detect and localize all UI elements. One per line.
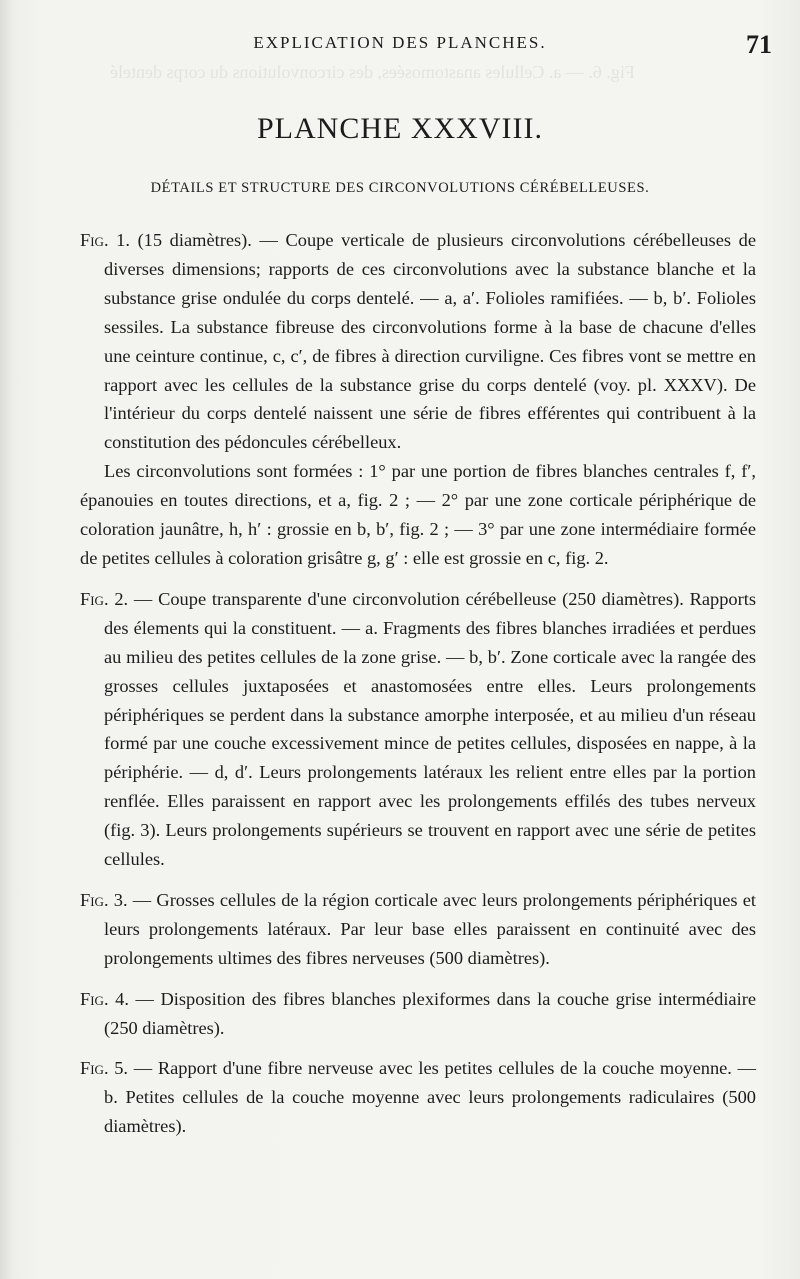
figure-1-entry bbox=[80, 226, 756, 457]
figure-label: Fig. 3. bbox=[80, 889, 128, 910]
figure-2-entry bbox=[80, 585, 756, 874]
figure-label: Fig. 5. bbox=[80, 1058, 129, 1079]
plate-subtitle: DÉTAILS ET STRUCTURE DES CIRCONVOLUTIONS CÉRÉBELLEUSES. bbox=[150, 180, 650, 196]
figure-3-entry bbox=[80, 886, 756, 973]
page-number: 71 bbox=[746, 30, 772, 59]
figure-explanations bbox=[80, 226, 756, 1141]
figure-description: — Disposition des fibres blanches plexiformes dans la couche grise intermédiaire (250 diamètres). bbox=[104, 988, 756, 1038]
figure-5-entry bbox=[80, 1054, 756, 1141]
figure-description: — Rapport d'une fibre nerveuse avec les petites cellules de la couche moyenne. — b. Petites cellules de la couche moyenne avec leurs prolongements radiculaires (500 diamètres). bbox=[104, 1058, 756, 1137]
figure-description: — Grosses cellules de la région corticale avec leurs prolongements périphériques et leurs prolongements latéraux. Par leur base elles paraissent en continuité avec des prolongements ultimes des fibres nerveuses (500 diamètres). bbox=[104, 889, 757, 968]
figure-description: — Coupe transparente d'une circonvolution cérébelleuse (250 diamètres). Rapports des élements qui la constituent. — a. Fragments des fibres blanches irradiées et perdues au milieu des petites cellules de la zone grise. — b, b′. Zone corticale avec la rangée des grosses cellules juxtaposées et anastomosées entre elles. Leurs prolongements périphériques se perdent dans la substance amorphe interposée, et au milieu d'un réseau formé par une couche excessivement mince de petites cellules, disposées en nappe, à la périphérie. — d, d′. Leurs prolongements latéraux les relient entre elles par la portion renflée. Elles paraissent en rapport avec les prolongements effilés des tubes nerveux (fig. 3). Leurs prolongements supérieurs se trouvent en rapport avec une série de petites cellules. bbox=[104, 588, 756, 870]
figure-description: (15 diamètres). — Coupe verticale de plusieurs circonvolutions cérébelleuses de diverses dimensions; rapports de ces circonvolutions avec la substance blanche et la substance grise ondulée du corps dentelé. — a, a′. Folioles ramifiées. — b, b′. Folioles sessiles. La substance fibreuse des circonvolutions forme à la base de chacune d'elles une ceinture continue, c, c′, de fibres à direction curviligne. Ces fibres vont se mettre en rapport avec les cellules de la substance grise du corps dentelé (voy. pl. XXXV). De l'intérieur du corps dentelé naissent une série de fibres efférentes qui contribuent à la constitution des pédoncules cérébelleux. bbox=[104, 230, 756, 453]
figure-label: Fig. 2. bbox=[80, 588, 129, 609]
figure-1-continuation: Les circonvolutions sont formées : 1° par une portion de fibres blanches centrales f, f′, épanouies en toutes directions, et a, fig. 2 ; — 2° par une zone corticale périphérique de coloration jaunâtre, h, h′ : grossie en b, b′, fig. 2 ; — 3° par une zone intermédiaire formée de petites cellules à coloration grisâtre g, g′ : elle est grossie en c, fig. 2. bbox=[80, 461, 756, 568]
figure-label: Fig. 4. bbox=[80, 988, 129, 1009]
show-through-text: Fig. 6. — a. Cellules anastomosées, des circonvolutions du corps dentelé bbox=[110, 62, 635, 82]
figure-4-entry bbox=[80, 985, 756, 1043]
running-header bbox=[0, 30, 800, 60]
running-title: EXPLICATION DES PLANCHES. bbox=[253, 33, 547, 52]
plate-title: PLANCHE XXXVIII. bbox=[257, 112, 543, 145]
figure-label: Fig. 1. bbox=[80, 230, 130, 250]
